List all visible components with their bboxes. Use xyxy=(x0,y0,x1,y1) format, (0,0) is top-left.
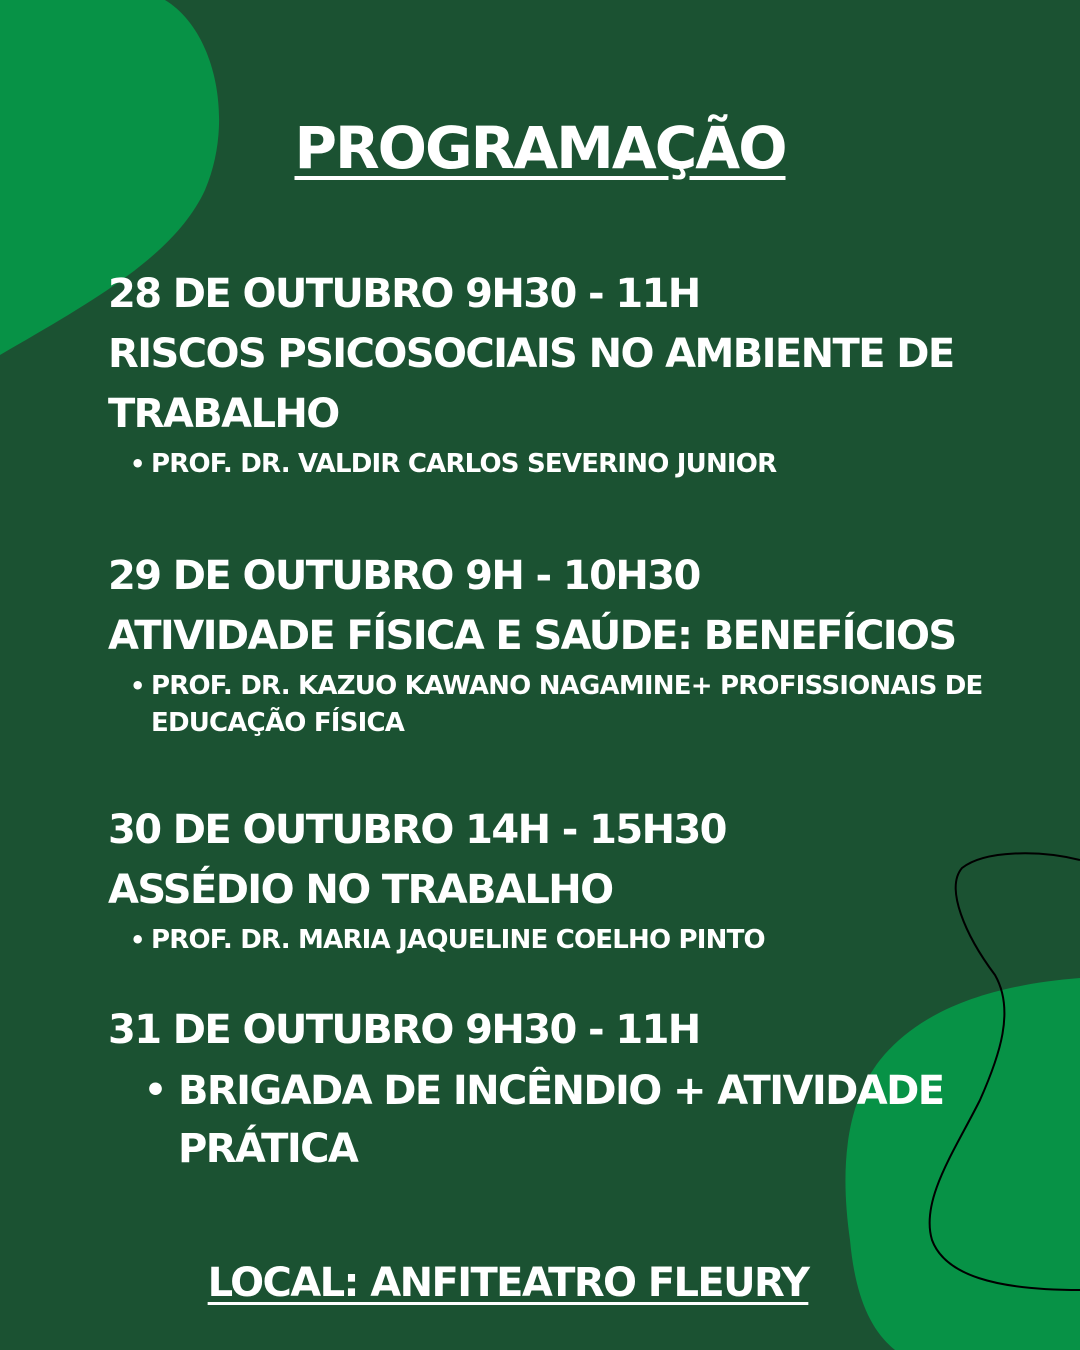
location-label: LOCAL: ANFITEATRO FLEURY xyxy=(207,1260,809,1306)
event-speaker-item xyxy=(108,446,988,483)
event-topic: ASSÉDIO NO TRABALHO xyxy=(108,867,613,913)
event-4 xyxy=(108,1000,988,1178)
event-speaker-item xyxy=(108,1062,988,1178)
event-1 xyxy=(108,264,988,483)
event-speaker: PROF. DR. VALDIR CARLOS SEVERINO JUNIOR xyxy=(151,449,777,479)
page-title: PROGRAMAÇÃO xyxy=(294,114,786,182)
event-speaker: BRIGADA DE INCÊNDIO + ATIVIDADE PRÁTICA xyxy=(178,1068,944,1172)
bullet-icon: • xyxy=(130,450,145,478)
event-3 xyxy=(108,800,988,959)
event-date: 28 DE OUTUBRO 9H30 - 11H xyxy=(108,271,700,317)
event-speaker: PROF. DR. KAZUO KAWANO NAGAMINE+ PROFISSIONAIS DE EDUCAÇÃO FÍSICA xyxy=(151,671,983,738)
event-date: 30 DE OUTUBRO 14H - 15H30 xyxy=(108,807,726,853)
event-date: 29 DE OUTUBRO 9H - 10H30 xyxy=(108,553,700,599)
bullet-icon: • xyxy=(130,926,145,954)
bullet-icon: • xyxy=(130,672,145,700)
event-topic: RISCOS PSICOSOCIAIS NO AMBIENTE DE TRABALHO xyxy=(108,331,954,437)
bullet-icon: • xyxy=(144,1070,166,1111)
event-topic: ATIVIDADE FÍSICA E SAÚDE: BENEFÍCIOS xyxy=(108,613,956,659)
event-2 xyxy=(108,546,988,742)
event-speaker: PROF. DR. MARIA JAQUELINE COELHO PINTO xyxy=(151,925,765,955)
event-speaker-item xyxy=(108,668,988,742)
event-date: 31 DE OUTUBRO 9H30 - 11H xyxy=(108,1007,700,1053)
event-speaker-item xyxy=(108,922,988,959)
